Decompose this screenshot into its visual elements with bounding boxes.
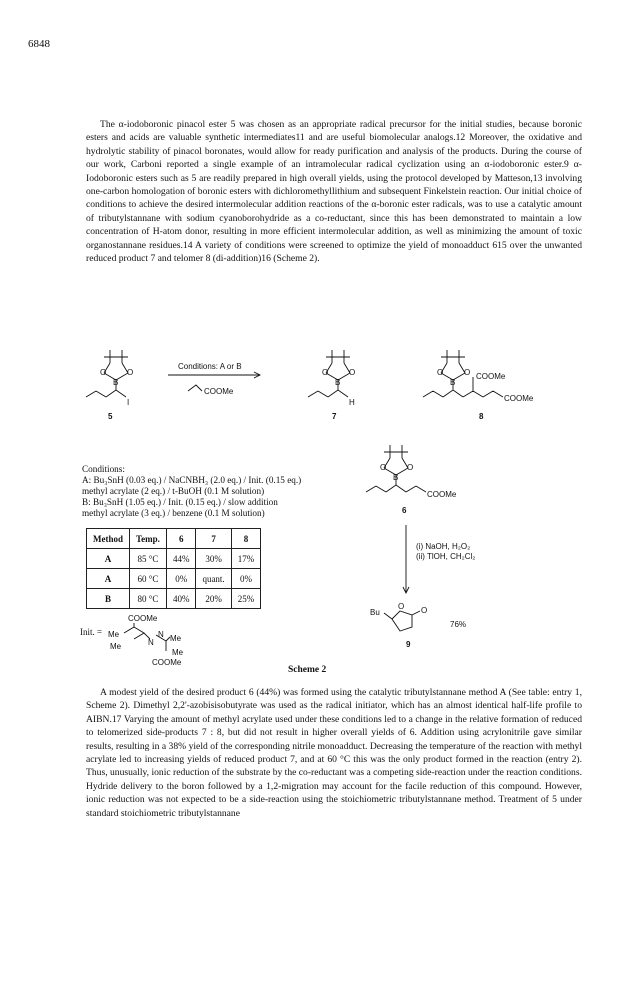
table-cell: 17% — [231, 549, 261, 569]
compound-5-number: 5 — [108, 412, 113, 421]
yield-9: 76% — [450, 620, 467, 629]
paragraph-2-text: A modest yield of the desired product 6 (44%) was formed using the catalytic tributylstannane method A (See table: entry 1, Scheme 2). Dimethyl 2,2'-azobisisobutyrate was used as the radical initiator, which has an almost identical half-life profile to AIBN.17 Varying the amount of methyl acrylate used under these conditions led to a change in the relative formation of reduced to telomerized side-products 7 : 8, but did not result in higher overall yields of 6. Addition using acrylonitrile gave similar results, resulting in a 38% yield of the corresponding nitrile monoadduct. Decreasing the temperature of the reaction with methyl acrylate led to increasing yields of reduced product 7, and at 60 °C this was the only product formed in the reaction (entry 2). Thus, unusually, ionic reduction of the substrate by the co-reductant was a competing side-reaction under the reaction conditions. Hydride delivery to the boron followed by a 1,2-migration may account for the facile reduction of this compound. However, ionic reduction was not expected to be a side-reaction using the stoichiometric tributylstannane method. Treatment of 5 under standard stoichiometric tributylstannane — [86, 687, 582, 819]
table-header: 6 — [166, 529, 196, 549]
compound-7-structure — [308, 350, 355, 421]
table-cell: A — [87, 569, 130, 589]
conditions-heading: Conditions: — [82, 464, 125, 474]
table-cell: A — [87, 549, 130, 569]
init-label: Init. = — [80, 627, 103, 637]
table-header: 8 — [231, 529, 261, 549]
svg-text:O: O — [100, 368, 107, 377]
table-cell: 44% — [166, 549, 196, 569]
reaction-arrow — [168, 362, 260, 396]
table-header: 7 — [196, 529, 231, 549]
svg-text:B: B — [335, 378, 341, 387]
svg-text:O: O — [464, 368, 471, 377]
conditions-block — [82, 464, 412, 519]
coome-top-8: COOMe — [476, 372, 506, 381]
svg-text:O: O — [421, 606, 428, 615]
svg-text:B: B — [393, 473, 399, 482]
svg-text:O: O — [322, 368, 329, 377]
conditions-a1: A: Bu₃SnH (0.03 eq.) / NaCNBH₃ (2.0 eq.) / Init. (0.15 eq.) — [82, 475, 302, 485]
table-cell: 20% — [196, 589, 231, 609]
paragraph-1-text: The α-iodoboronic pinacol ester 5 was chosen as an appropriate radical precursor for the initial studies, because boronic esters and acids are valuable synthetic intermediates11 and are useful biomolecular analogs.12 Moreover, the oxidative and hydrolytic stability of pinacol boronates, would allow for ready purification and analysis of the products. During the course of our work, Carboni reported a single example of an intramolecular radical cyclization using an α-iodoboronic ester.9 α-Iodoboronic esters such as 5 are readily prepared in high overall yields, using the protocol developed by Matteson,13 involving one-carbon homologation of boronic esters with dichloromethyllithium and subsequent Finkelstein reaction. Our initial choice of conditions to achieve the desired intermolecular addition reactions of the α-boronic ester radicals, was to use a catalytic amount of tributylstannane with sodium cyanoborohydride as a co-reductant, since this has been demonstrated to maintain a low concentration of H-atom donor, resulting in more efficient intermolecular addition, as well as minimizing the amount of toxic organostannane residues.14 A variety of conditions were screened to optimize the yield of monoadduct 615 over the unwanted reduced product 7 and telomer 8 (di-addition)16 (Scheme 2). — [86, 119, 582, 265]
svg-text:O: O — [437, 368, 444, 377]
page-number: 6848 — [28, 38, 50, 50]
conditions-b1: B: Bu₃SnH (1.05 eq.) / Init. (0.15 eq.) / slow addition — [82, 497, 278, 507]
compound-6-number: 6 — [402, 506, 407, 515]
svg-text:O: O — [127, 368, 134, 377]
compound-5-structure — [86, 350, 133, 421]
svg-text:O: O — [380, 463, 387, 472]
init-me4: Me — [172, 648, 184, 657]
compound-8-number: 8 — [479, 412, 484, 421]
svg-text:O: O — [407, 463, 414, 472]
table-cell: 60 °C — [130, 569, 167, 589]
iodo-label: I — [127, 398, 130, 407]
step-ii: (ii) TlOH, CH₂Cl₂ — [416, 552, 476, 561]
svg-text:B: B — [113, 378, 119, 387]
table-cell: B — [87, 589, 130, 609]
compound-9-number: 9 — [406, 640, 411, 649]
init-me2: Me — [110, 642, 122, 651]
svg-text:O: O — [349, 368, 356, 377]
table-row — [87, 569, 261, 589]
init-n1: N — [148, 638, 154, 647]
table-row — [87, 589, 261, 609]
conditions-label: Conditions: A or B — [178, 362, 242, 371]
initiator-structure — [80, 614, 184, 667]
conditions-a2: methyl acrylate (2 eq.) / t-BuOH (0.1 M solution) — [82, 486, 265, 496]
results-table — [86, 528, 261, 609]
compound-8-structure — [423, 350, 534, 421]
paragraph-1 — [86, 118, 582, 265]
init-coome-bottom: COOMe — [152, 658, 182, 667]
init-me1: Me — [108, 630, 120, 639]
table-cell: 80 °C — [130, 589, 167, 609]
table-header: Temp. — [130, 529, 167, 549]
h-label: H — [349, 398, 355, 407]
table-header: Method — [87, 529, 130, 549]
init-n2: N — [158, 630, 164, 639]
init-me3: Me — [170, 634, 182, 643]
paragraph-2 — [86, 686, 582, 820]
compound-7-number: 7 — [332, 412, 337, 421]
table-header-row — [87, 529, 261, 549]
init-coome-top: COOMe — [128, 614, 158, 623]
table-cell: 40% — [166, 589, 196, 609]
svg-text:B: B — [450, 378, 456, 387]
down-arrow — [403, 525, 475, 593]
compound-9-structure — [370, 602, 466, 649]
table-cell: 25% — [231, 589, 261, 609]
conditions-b2: methyl acrylate (3 eq.) / benzene (0.1 M solution) — [82, 508, 265, 518]
reagent-label: COOMe — [204, 387, 234, 396]
table-cell: 0% — [166, 569, 196, 589]
coome-6: COOMe — [427, 490, 457, 499]
bu-label: Bu — [370, 608, 380, 617]
step-i: (i) NaOH, H₂O₂ — [416, 542, 471, 551]
svg-text:O: O — [398, 602, 405, 611]
table-row — [87, 549, 261, 569]
table-cell: quant. — [196, 569, 231, 589]
table-cell: 85 °C — [130, 549, 167, 569]
table-cell: 0% — [231, 569, 261, 589]
coome-bottom-8: COOMe — [504, 394, 534, 403]
scheme-title: Scheme 2 — [288, 665, 327, 675]
table-cell: 30% — [196, 549, 231, 569]
